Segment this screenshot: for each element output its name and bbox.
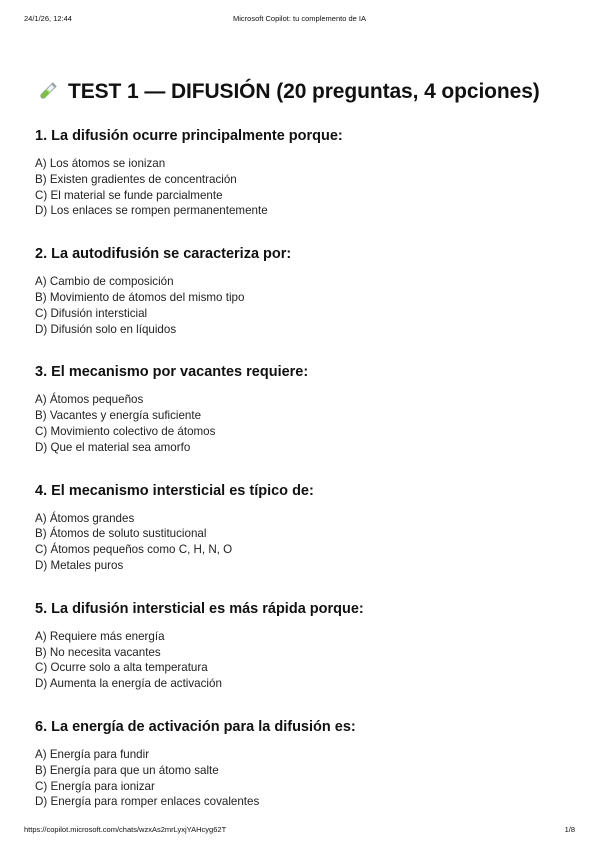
print-page-title: Microsoft Copilot: tu complemento de IA bbox=[233, 14, 366, 23]
option-c: C) Ocurre solo a alta temperatura bbox=[35, 661, 208, 675]
test-title bbox=[35, 80, 569, 104]
option-a: A) Átomos grandes bbox=[35, 511, 135, 525]
document-body bbox=[35, 80, 569, 837]
question-1 bbox=[35, 128, 569, 219]
question-text: 1. La difusión ocurre principalmente porque: bbox=[35, 128, 343, 144]
option-d: D) Metales puros bbox=[35, 558, 124, 572]
option-d: D) Los enlaces se rompen permanentemente bbox=[35, 204, 268, 218]
option-b: B) Movimiento de átomos del mismo tipo bbox=[35, 290, 245, 304]
option-b: B) Átomos de soluto sustitucional bbox=[35, 527, 207, 541]
question-4 bbox=[35, 483, 569, 574]
option-c: C) El material se funde parcialmente bbox=[35, 188, 223, 202]
question-text: 6. La energía de activación para la difusión es: bbox=[35, 718, 356, 735]
option-b: B) No necesita vacantes bbox=[35, 645, 161, 659]
option-b: B) Existen gradientes de concentración bbox=[35, 172, 237, 186]
print-url: https://copilot.microsoft.com/chats/wzxAs2mrLyxjYAHcyg62T bbox=[24, 825, 227, 834]
option-c: C) Movimiento colectivo de átomos bbox=[35, 424, 216, 438]
option-d: D) Difusión solo en líquidos bbox=[35, 322, 177, 336]
options-list bbox=[35, 511, 569, 574]
option-d: D) Que el material sea amorfo bbox=[35, 440, 191, 454]
test-tube-icon bbox=[35, 80, 59, 104]
question-text: 5. La difusión intersticial es más rápida porque: bbox=[35, 600, 364, 617]
option-c: C) Energía para ionizar bbox=[35, 779, 155, 793]
question-2 bbox=[35, 246, 569, 337]
option-a: A) Átomos pequeños bbox=[35, 393, 144, 407]
options-list bbox=[35, 629, 569, 692]
option-c: C) Átomos pequeños como C, H, N, O bbox=[35, 543, 233, 557]
options-list bbox=[35, 156, 569, 219]
options-list bbox=[35, 274, 569, 337]
question-text: 3. El mecanismo por vacantes requiere: bbox=[35, 364, 309, 381]
page-number: 1/8 bbox=[564, 825, 575, 834]
question-6 bbox=[35, 719, 569, 810]
print-datetime: 24/1/26, 12:44 bbox=[24, 14, 72, 23]
option-b: B) Vacantes y energía suficiente bbox=[35, 409, 202, 423]
options-list bbox=[35, 747, 569, 810]
option-c: C) Difusión intersticial bbox=[35, 306, 148, 320]
question-text: 2. La autodifusión se caracteriza por: bbox=[35, 246, 292, 263]
option-d: D) Energía para romper enlaces covalentes bbox=[35, 795, 260, 809]
question-3 bbox=[35, 364, 569, 455]
option-a: A) Requiere más energía bbox=[35, 629, 165, 643]
question-5 bbox=[35, 601, 569, 692]
option-b: B) Energía para que un átomo salte bbox=[35, 763, 219, 777]
options-list bbox=[35, 392, 569, 455]
question-text: 4. El mecanismo intersticial es típico de: bbox=[35, 482, 314, 499]
option-a: A) Cambio de composición bbox=[35, 275, 174, 289]
option-d: D) Aumenta la energía de activación bbox=[35, 677, 222, 691]
option-a: A) Energía para fundir bbox=[35, 747, 150, 761]
option-a: A) Los átomos se ionizan bbox=[35, 157, 166, 170]
test-title-text: TEST 1 — DIFUSIÓN (20 preguntas, 4 opciones) bbox=[68, 80, 540, 103]
